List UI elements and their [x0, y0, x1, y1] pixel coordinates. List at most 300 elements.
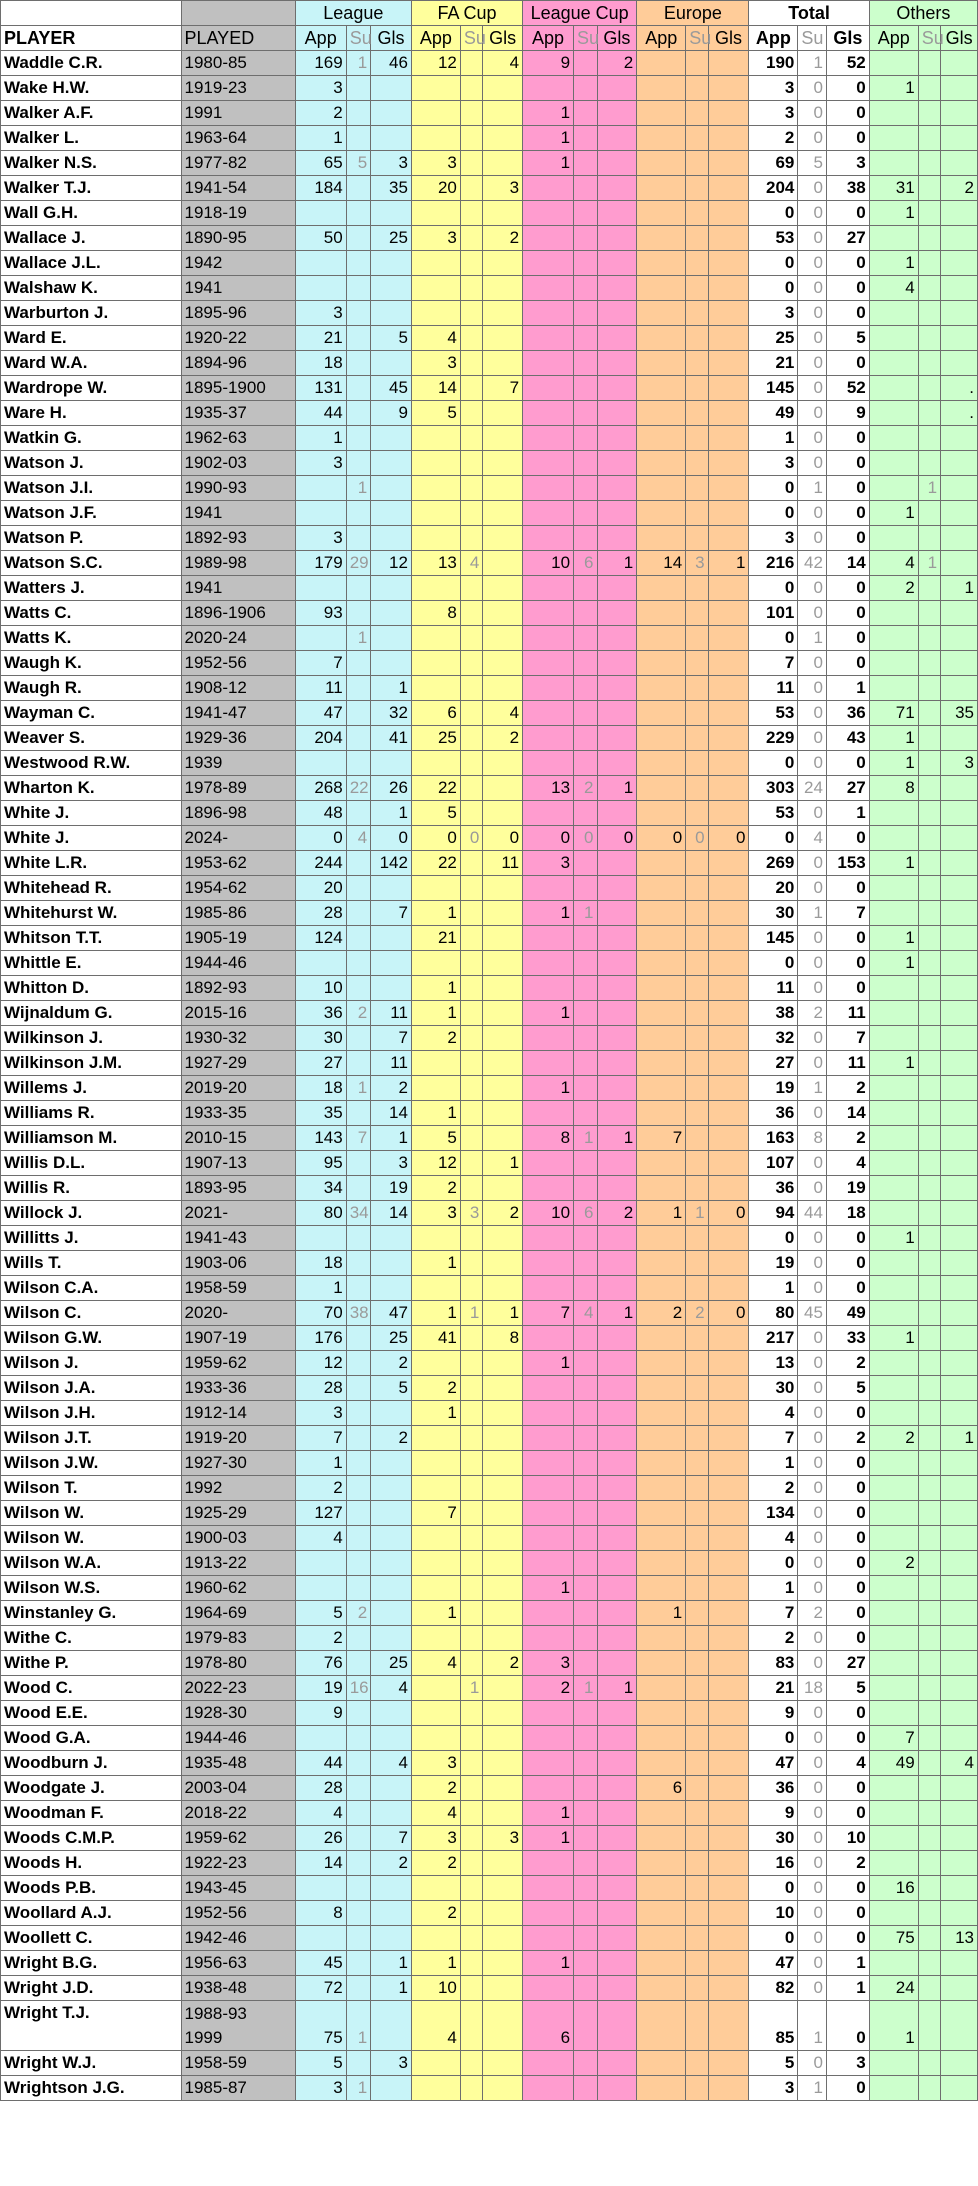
- stat-eu-app: [637, 651, 686, 676]
- table-row: [1, 1076, 978, 1101]
- stat-tt-su: 0: [798, 276, 827, 301]
- stat-fa-app: 1: [411, 1951, 460, 1976]
- stat-lc-gls: 1: [597, 551, 637, 576]
- stat-eu-su: [686, 101, 708, 126]
- stat-lc-gls: [597, 476, 637, 501]
- stat-fa-gls: [483, 1776, 523, 1801]
- stat-lg-gls: [371, 1451, 412, 1476]
- stat-lc-gls: [597, 1826, 637, 1851]
- player-name: Whittle E.: [1, 951, 182, 976]
- stat-eu-gls: [708, 976, 749, 1001]
- stat-eu-su: [686, 201, 708, 226]
- stat-tt-gls: 33: [826, 1326, 869, 1351]
- stat-lg-su: [346, 1101, 370, 1126]
- stat-tt-app: 3: [749, 76, 798, 101]
- stat-ot-su: [918, 501, 940, 526]
- stat-eu-app: [637, 351, 686, 376]
- stat-lc-app: 10: [523, 1201, 574, 1226]
- table-row: [1, 426, 978, 451]
- stat-lg-gls: [371, 1551, 412, 1576]
- stat-ot-app: [869, 1251, 918, 1276]
- stat-lc-su: [574, 276, 597, 301]
- stat-fa-gls: [483, 1801, 523, 1826]
- stat-ot-app: 49: [869, 1751, 918, 1776]
- stat-tt-app: 134: [749, 1501, 798, 1526]
- stat-fa-su: [460, 1076, 482, 1101]
- stat-fa-su: [460, 1251, 482, 1276]
- stat-lc-su: [574, 476, 597, 501]
- table-row: [1, 1601, 978, 1626]
- stat-lg-su: [346, 701, 370, 726]
- stat-fa-gls: 7: [483, 376, 523, 401]
- stat-fa-gls: [483, 201, 523, 226]
- stat-eu-su: [686, 1801, 708, 1826]
- stat-lg-gls: [371, 1926, 412, 1951]
- stat-eu-app: 1: [637, 1201, 686, 1226]
- stat-tt-su: 0: [798, 126, 827, 151]
- stat-fa-su: [460, 1976, 482, 2001]
- stat-fa-su: [460, 351, 482, 376]
- stat-tt-gls: 1: [826, 676, 869, 701]
- stat-fa-gls: [483, 251, 523, 276]
- stat-tt-su: 0: [798, 851, 827, 876]
- stat-fa-app: [411, 1051, 460, 1076]
- played-years: 1978-89: [181, 776, 295, 801]
- stat-ot-app: [869, 1651, 918, 1676]
- stat-ot-su: [918, 626, 940, 651]
- stat-ot-gls: [941, 2076, 978, 2101]
- stat-eu-su: [686, 501, 708, 526]
- stat-lg-app: 3: [295, 451, 346, 476]
- stat-tt-gls: 14: [826, 1101, 869, 1126]
- stat-eu-app: [637, 201, 686, 226]
- stat-fa-gls: [483, 1426, 523, 1451]
- stat-lc-app: [523, 1501, 574, 1526]
- stat-lc-su: [574, 301, 597, 326]
- stat-lc-su: [574, 1776, 597, 1801]
- stat-lg-gls: 26: [371, 776, 412, 801]
- player-name: Wall G.H.: [1, 201, 182, 226]
- stat-ot-gls: 1: [941, 1426, 978, 1451]
- stat-lg-gls: 2: [371, 1076, 412, 1101]
- stat-fa-app: [411, 1626, 460, 1651]
- stat-ot-su: [918, 151, 940, 176]
- stat-ot-gls: [941, 76, 978, 101]
- stat-lg-gls: 0: [371, 826, 412, 851]
- stat-fa-gls: [483, 301, 523, 326]
- stat-lg-gls: 1: [371, 676, 412, 701]
- player-name: Winstanley G.: [1, 1601, 182, 1626]
- stat-lg-su: [346, 301, 370, 326]
- stat-tt-su: 0: [798, 751, 827, 776]
- stat-ot-su: [918, 1651, 940, 1676]
- stat-lc-su: [574, 501, 597, 526]
- stat-fa-app: 1: [411, 1301, 460, 1326]
- stat-lg-su: [346, 426, 370, 451]
- stat-tt-app: 101: [749, 601, 798, 626]
- stat-ot-gls: [941, 1501, 978, 1526]
- stat-fa-gls: 3: [483, 176, 523, 201]
- stat-tt-gls: 0: [826, 476, 869, 501]
- stat-lc-gls: [597, 1876, 637, 1901]
- stat-eu-gls: [708, 951, 749, 976]
- stat-lg-app: 7: [295, 1426, 346, 1451]
- stat-ot-su: [918, 1901, 940, 1926]
- stat-lc-app: [523, 1276, 574, 1301]
- played-years: 1962-63: [181, 426, 295, 451]
- table-row: [1, 1876, 978, 1901]
- player-name: Watson J.: [1, 451, 182, 476]
- stat-lc-su: 1: [574, 1126, 597, 1151]
- stat-lc-su: [574, 201, 597, 226]
- stat-lg-su: 7: [346, 1126, 370, 1151]
- stat-fa-su: [460, 401, 482, 426]
- stat-lg-app: 3: [295, 526, 346, 551]
- stat-eu-app: [637, 1751, 686, 1776]
- stat-eu-gls: [708, 576, 749, 601]
- stat-fa-su: [460, 1001, 482, 1026]
- stat-fa-gls: [483, 951, 523, 976]
- stat-tt-su: 0: [798, 1651, 827, 1676]
- stat-ot-su: [918, 1676, 940, 1701]
- stat-eu-su: [686, 1551, 708, 1576]
- stat-lg-su: [346, 1476, 370, 1501]
- stat-lc-su: [574, 1651, 597, 1676]
- stat-tt-app: 3: [749, 301, 798, 326]
- stat-ot-su: [918, 1226, 940, 1251]
- stat-fa-gls: [483, 1701, 523, 1726]
- stat-eu-gls: [708, 1401, 749, 1426]
- stat-lc-su: [574, 851, 597, 876]
- stat-lc-gls: [597, 1626, 637, 1651]
- stat-eu-app: [637, 1676, 686, 1701]
- table-row: [1, 626, 978, 651]
- stat-tt-gls: 38: [826, 176, 869, 201]
- stat-tt-su: 0: [798, 1351, 827, 1376]
- stat-lc-gls: [597, 1951, 637, 1976]
- stat-lc-app: [523, 1926, 574, 1951]
- stat-ot-su: [918, 1476, 940, 1501]
- stat-tt-app: 0: [749, 751, 798, 776]
- stat-fa-app: 2: [411, 1176, 460, 1201]
- player-name: Wilson J.: [1, 1351, 182, 1376]
- table-row: [1, 101, 978, 126]
- stat-eu-su: [686, 1176, 708, 1201]
- stat-fa-su: [460, 926, 482, 951]
- table-row: [1, 726, 978, 751]
- stat-lg-su: [346, 501, 370, 526]
- stat-eu-gls: [708, 2051, 749, 2076]
- stat-lc-app: [523, 1326, 574, 1351]
- stat-fa-app: 5: [411, 1126, 460, 1151]
- player-name: Ware H.: [1, 401, 182, 426]
- stat-eu-gls: [708, 651, 749, 676]
- stat-tt-gls: 0: [826, 1601, 869, 1626]
- stat-eu-su: [686, 676, 708, 701]
- stat-ot-gls: [941, 1651, 978, 1676]
- stat-eu-su: [686, 2051, 708, 2076]
- stat-tt-gls: 0: [826, 1501, 869, 1526]
- stat-lg-gls: 25: [371, 1651, 412, 1676]
- stat-eu-app: [637, 51, 686, 76]
- played-years: 2015-16: [181, 1001, 295, 1026]
- group-header-others: Others: [869, 1, 977, 26]
- stat-lc-gls: [597, 651, 637, 676]
- table-row: [1, 501, 978, 526]
- stat-fa-app: 2: [411, 1851, 460, 1876]
- stat-lg-app: 50: [295, 226, 346, 251]
- stat-fa-gls: [483, 451, 523, 476]
- stat-ot-app: [869, 526, 918, 551]
- played-years-line: 1999: [184, 2028, 223, 2047]
- stat-lc-app: 1: [523, 126, 574, 151]
- stat-ot-app: [869, 626, 918, 651]
- stat-lc-su: [574, 451, 597, 476]
- stat-tt-gls: 0: [826, 1451, 869, 1476]
- stat-lg-su: [346, 326, 370, 351]
- stat-lg-gls: [371, 626, 412, 651]
- stat-ot-gls: [941, 326, 978, 351]
- stat-eu-su: [686, 1126, 708, 1151]
- stat-tt-app: 47: [749, 1951, 798, 1976]
- stat-lc-gls: [597, 1001, 637, 1026]
- stat-lg-gls: 47: [371, 1301, 412, 1326]
- stat-lg-app: 1: [295, 426, 346, 451]
- stat-ot-su: [918, 1501, 940, 1526]
- table-row: [1, 2001, 978, 2051]
- stat-lg-su: [346, 976, 370, 1001]
- stat-fa-gls: [483, 401, 523, 426]
- stat-ot-gls: [941, 726, 978, 751]
- stat-ot-app: [869, 1576, 918, 1601]
- stat-ot-app: [869, 1001, 918, 1026]
- player-name: Wilson C.: [1, 1301, 182, 1326]
- table-row: [1, 51, 978, 76]
- stat-lg-gls: [371, 1601, 412, 1626]
- stat-lg-app: 9: [295, 1701, 346, 1726]
- stat-fa-gls: [483, 1451, 523, 1476]
- stat-eu-gls: [708, 1626, 749, 1651]
- stat-eu-su: [686, 226, 708, 251]
- stat-eu-su: [686, 301, 708, 326]
- stat-tt-gls: 0: [826, 626, 869, 651]
- stat-eu-gls: [708, 1276, 749, 1301]
- stat-ot-app: [869, 401, 918, 426]
- stat-ot-app: [869, 1076, 918, 1101]
- stat-fa-app: 3: [411, 1751, 460, 1776]
- stat-tt-su: 0: [798, 76, 827, 101]
- stat-lc-su: [574, 626, 597, 651]
- stat-fa-gls: [483, 1751, 523, 1776]
- stat-lg-su: 5: [346, 151, 370, 176]
- stat-fa-su: [460, 2001, 482, 2051]
- stat-lg-gls: [371, 976, 412, 1001]
- stat-ot-app: [869, 1626, 918, 1651]
- stat-lc-gls: [597, 1176, 637, 1201]
- column-header-others-app: App: [869, 26, 918, 51]
- stat-fa-su: [460, 626, 482, 651]
- played-years: 2024-: [181, 826, 295, 851]
- stat-ot-gls: [941, 1076, 978, 1101]
- stat-lg-gls: [371, 751, 412, 776]
- stat-eu-su: [686, 951, 708, 976]
- played-years: 1941: [181, 576, 295, 601]
- player-name: Wilson J.W.: [1, 1451, 182, 1476]
- stat-lc-gls: [597, 1751, 637, 1776]
- stat-eu-gls: [708, 926, 749, 951]
- played-years: 1944-46: [181, 1726, 295, 1751]
- table-row: [1, 1926, 978, 1951]
- stat-ot-gls: [941, 951, 978, 976]
- stat-lc-gls: [597, 726, 637, 751]
- stat-fa-su: 1: [460, 1676, 482, 1701]
- stat-eu-su: [686, 926, 708, 951]
- stat-ot-app: [869, 1501, 918, 1526]
- stat-fa-su: 3: [460, 1201, 482, 1226]
- stat-tt-app: 53: [749, 701, 798, 726]
- stat-tt-su: 1: [798, 626, 827, 651]
- stat-fa-su: 0: [460, 826, 482, 851]
- stat-ot-su: [918, 651, 940, 676]
- stat-tt-gls: 3: [826, 151, 869, 176]
- stat-lg-gls: [371, 201, 412, 226]
- stat-fa-gls: 2: [483, 1651, 523, 1676]
- stat-eu-su: [686, 851, 708, 876]
- stat-lg-gls: 11: [371, 1001, 412, 1026]
- stat-lc-gls: [597, 451, 637, 476]
- played-years: 1939: [181, 751, 295, 776]
- stat-fa-su: 1: [460, 1301, 482, 1326]
- stat-fa-su: [460, 751, 482, 776]
- stat-tt-app: 4: [749, 1526, 798, 1551]
- stat-eu-su: [686, 1901, 708, 1926]
- stat-tt-su: 0: [798, 226, 827, 251]
- stat-tt-gls: 52: [826, 51, 869, 76]
- group-header-league: League: [295, 1, 411, 26]
- table-row: [1, 1576, 978, 1601]
- stat-tt-su: 0: [798, 1451, 827, 1476]
- stat-tt-app: 0: [749, 1876, 798, 1901]
- stat-tt-gls: 0: [826, 1526, 869, 1551]
- stat-fa-su: [460, 1776, 482, 1801]
- stat-lc-app: [523, 1851, 574, 1876]
- stat-ot-su: [918, 326, 940, 351]
- stat-fa-su: [460, 501, 482, 526]
- stat-lc-app: [523, 1026, 574, 1051]
- stat-ot-su: [918, 126, 940, 151]
- stat-lc-gls: [597, 176, 637, 201]
- stat-lc-app: 6: [523, 2001, 574, 2051]
- stat-fa-app: [411, 1926, 460, 1951]
- stat-tt-app: 30: [749, 901, 798, 926]
- stat-eu-su: [686, 276, 708, 301]
- stat-lg-app: [295, 576, 346, 601]
- stat-ot-gls: [941, 526, 978, 551]
- stat-fa-gls: [483, 501, 523, 526]
- stat-fa-gls: [483, 1551, 523, 1576]
- stat-lc-gls: [597, 301, 637, 326]
- stat-lc-gls: [597, 1376, 637, 1401]
- stat-ot-app: 71: [869, 701, 918, 726]
- stat-eu-gls: [708, 801, 749, 826]
- stat-lg-su: [346, 1951, 370, 1976]
- stat-lg-app: 48: [295, 801, 346, 826]
- table-row: [1, 526, 978, 551]
- stat-lg-gls: [371, 251, 412, 276]
- stat-tt-app: 1: [749, 1276, 798, 1301]
- table-row: [1, 301, 978, 326]
- table-row: [1, 1426, 978, 1451]
- stat-lg-app: 169: [295, 51, 346, 76]
- stat-fa-gls: [483, 1126, 523, 1151]
- stat-lc-app: 10: [523, 551, 574, 576]
- stat-tt-app: 16: [749, 1851, 798, 1876]
- stat-lc-gls: [597, 701, 637, 726]
- player-name: Walker T.J.: [1, 176, 182, 201]
- stat-fa-gls: [483, 926, 523, 951]
- stat-eu-su: [686, 1576, 708, 1601]
- stat-tt-su: 1: [798, 2001, 827, 2051]
- stat-tt-app: 145: [749, 376, 798, 401]
- stat-fa-app: 5: [411, 801, 460, 826]
- stat-lc-app: [523, 1051, 574, 1076]
- stat-ot-su: [918, 301, 940, 326]
- stat-ot-gls: [941, 1526, 978, 1551]
- player-name: Watson P.: [1, 526, 182, 551]
- stat-fa-su: [460, 1901, 482, 1926]
- player-name: Wilson J.A.: [1, 1376, 182, 1401]
- stat-ot-su: [918, 201, 940, 226]
- played-years: 1963-64: [181, 126, 295, 151]
- stat-ot-su: [918, 1526, 940, 1551]
- stat-eu-app: [637, 276, 686, 301]
- group-header-total: Total: [749, 1, 869, 26]
- stat-tt-su: 0: [798, 1276, 827, 1301]
- stat-fa-app: 1: [411, 901, 460, 926]
- played-years: 1927-30: [181, 1451, 295, 1476]
- stat-eu-su: [686, 576, 708, 601]
- player-name: Wills T.: [1, 1251, 182, 1276]
- stat-ot-su: [918, 1076, 940, 1101]
- player-name: Wood E.E.: [1, 1701, 182, 1726]
- player-name: Whitson T.T.: [1, 926, 182, 951]
- stat-fa-gls: [483, 1076, 523, 1101]
- stat-tt-su: 0: [798, 701, 827, 726]
- stat-eu-gls: [708, 1501, 749, 1526]
- stat-lg-su: [346, 1401, 370, 1426]
- stat-lg-su: [346, 2051, 370, 2076]
- stat-eu-su: [686, 1876, 708, 1901]
- stat-lg-su: 16: [346, 1676, 370, 1701]
- column-header-total-app: App: [749, 26, 798, 51]
- stat-fa-app: [411, 1351, 460, 1376]
- column-header-player: PLAYER: [1, 26, 182, 51]
- stat-ot-gls: [941, 1251, 978, 1276]
- stat-eu-gls: [708, 1076, 749, 1101]
- table-row: [1, 376, 978, 401]
- stat-lc-app: [523, 251, 574, 276]
- stat-ot-su: [918, 1051, 940, 1076]
- stat-lg-app: 26: [295, 1826, 346, 1851]
- stat-ot-su: [918, 901, 940, 926]
- stat-tt-su: 0: [798, 576, 827, 601]
- stat-tt-app: 145: [749, 926, 798, 951]
- column-header-league-su: Su: [346, 26, 370, 51]
- played-years: 1989-98: [181, 551, 295, 576]
- stat-lc-su: [574, 1226, 597, 1251]
- stat-lc-app: [523, 926, 574, 951]
- stat-lg-gls: [371, 876, 412, 901]
